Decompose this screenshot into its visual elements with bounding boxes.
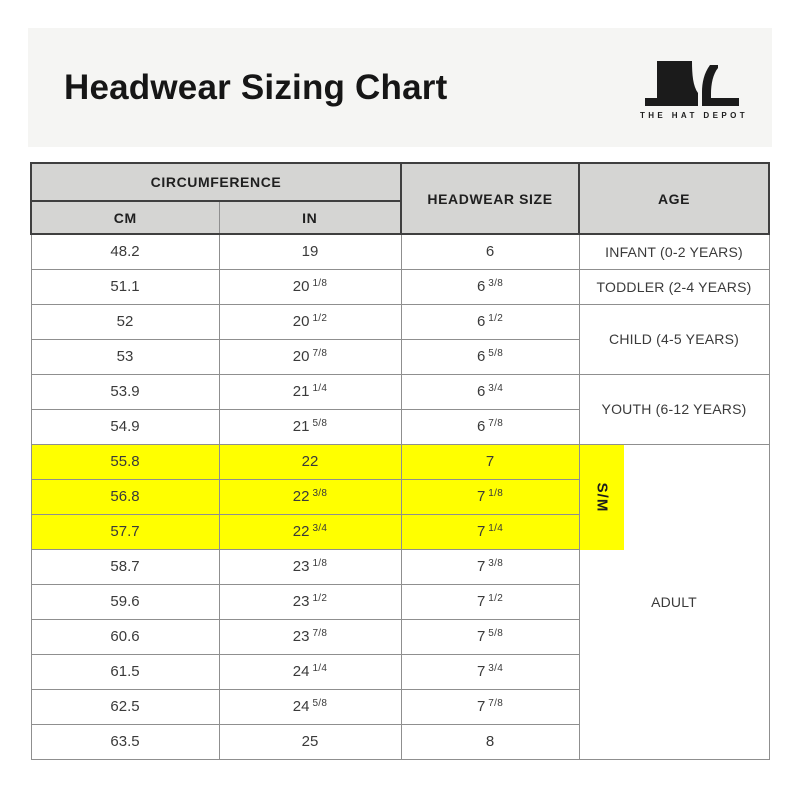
fraction: 1/2 (488, 313, 504, 324)
age-cell (579, 444, 769, 759)
fraction: 5/8 (488, 628, 504, 639)
fraction: 3/4 (488, 663, 504, 674)
fraction: 1/2 (488, 593, 504, 604)
fraction: 3/8 (488, 278, 504, 289)
fraction: 1/8 (488, 488, 504, 499)
brand-name: THE HAT DEPOT (639, 111, 748, 120)
age-label: CHILD (4-5 YEARS) (609, 331, 739, 347)
size-cell: 7 $^{1/8}$ (401, 479, 579, 514)
fraction: 1/2 (312, 593, 328, 604)
table-row (31, 269, 769, 304)
table-row (31, 444, 769, 479)
size-cell: 6 $^{3/4}$ (401, 374, 579, 409)
col-header-circumference: CIRCUMFERENCE (31, 163, 401, 201)
sizing-table-body (31, 234, 769, 759)
fraction: 3/8 (488, 558, 504, 569)
size-cell: 6 $^{1/2}$ (401, 304, 579, 339)
in-cell: 23 $^{1/2}$ (219, 584, 401, 619)
fraction: 1/4 (312, 663, 328, 674)
in-cell: 25 (219, 724, 401, 759)
in-cell: 22 $^{3/4}$ (219, 514, 401, 549)
table-row (31, 234, 769, 269)
cm-cell: 52 (31, 304, 219, 339)
cm-cell: 51.1 (31, 269, 219, 304)
cm-cell: 48.2 (31, 234, 219, 269)
col-header-headwear-size: HEADWEAR SIZE (401, 163, 579, 234)
fraction: 7/8 (312, 348, 328, 359)
size-cell: 6 $^{7/8}$ (401, 409, 579, 444)
cm-cell: 59.6 (31, 584, 219, 619)
in-cell: 20 $^{7/8}$ (219, 339, 401, 374)
size-cell: 7 $^{5/8}$ (401, 619, 579, 654)
fraction: 3/4 (312, 523, 328, 534)
age-cell (579, 304, 769, 374)
age-label: YOUTH (6-12 YEARS) (601, 401, 747, 417)
col-header-age: AGE (579, 163, 769, 234)
in-cell: 24 $^{1/4}$ (219, 654, 401, 689)
size-cell: 7 $^{3/4}$ (401, 654, 579, 689)
cm-cell: 57.7 (31, 514, 219, 549)
size-cell: 6 $^{3/8}$ (401, 269, 579, 304)
in-cell: 21 $^{5/8}$ (219, 409, 401, 444)
fraction: 5/8 (312, 698, 328, 709)
cm-cell: 63.5 (31, 724, 219, 759)
age-label: ADULT (651, 593, 697, 610)
in-cell: 20 $^{1/2}$ (219, 304, 401, 339)
age-cell (579, 269, 769, 304)
sm-highlight-band (580, 445, 624, 550)
table-header (31, 163, 769, 234)
fraction: 3/4 (488, 383, 504, 394)
fraction: 1/4 (312, 383, 328, 394)
header-band (28, 28, 772, 147)
size-cell: 7 $^{3/8}$ (401, 549, 579, 584)
header-row-group (31, 163, 769, 201)
size-cell: 6 (401, 234, 579, 269)
fraction: 7/8 (488, 698, 504, 709)
size-cell: 7 $^{7/8}$ (401, 689, 579, 724)
cm-cell: 60.6 (31, 619, 219, 654)
page-title: Headwear Sizing Chart (64, 67, 448, 107)
in-cell: 22 $^{3/8}$ (219, 479, 401, 514)
fraction: 1/2 (312, 313, 328, 324)
col-header-cm: CM (31, 201, 219, 234)
size-cell: 7 $^{1/2}$ (401, 584, 579, 619)
cm-cell: 58.7 (31, 549, 219, 584)
sizing-table (30, 162, 770, 760)
in-cell: 23 $^{1/8}$ (219, 549, 401, 584)
age-label: INFANT (0-2 YEARS) (605, 243, 743, 260)
col-header-in: IN (219, 201, 401, 234)
cm-cell: 61.5 (31, 654, 219, 689)
in-cell: 20 $^{1/8}$ (219, 269, 401, 304)
fraction: 3/8 (312, 488, 328, 499)
age-cell (579, 374, 769, 444)
fraction: 1/4 (488, 523, 504, 534)
in-cell: 21 $^{1/4}$ (219, 374, 401, 409)
in-cell: 22 (219, 444, 401, 479)
size-cell: 7 $^{1/4}$ (401, 514, 579, 549)
age-label: TODDLER (2-4 YEARS) (596, 278, 752, 295)
in-cell: 24 $^{5/8}$ (219, 689, 401, 724)
cm-cell: 53 (31, 339, 219, 374)
cm-cell: 56.8 (31, 479, 219, 514)
cm-cell: 53.9 (31, 374, 219, 409)
fraction: 1/8 (312, 558, 328, 569)
fraction: 1/8 (312, 278, 328, 289)
in-cell: 23 $^{7/8}$ (219, 619, 401, 654)
fraction: 7/8 (488, 418, 504, 429)
fraction: 7/8 (312, 628, 328, 639)
in-cell: 19 (219, 234, 401, 269)
size-cell: 6 $^{5/8}$ (401, 339, 579, 374)
top-hat-icon (645, 61, 739, 106)
sm-label: S/M (593, 482, 611, 512)
cm-cell: 55.8 (31, 444, 219, 479)
size-cell: 7 (401, 444, 579, 479)
fraction: 5/8 (312, 418, 328, 429)
table-row (31, 374, 769, 409)
size-cell: 8 (401, 724, 579, 759)
brand-logo (637, 55, 748, 120)
cm-cell: 54.9 (31, 409, 219, 444)
fraction: 5/8 (488, 348, 504, 359)
age-cell (579, 234, 769, 269)
table-row (31, 304, 769, 339)
cm-cell: 62.5 (31, 689, 219, 724)
